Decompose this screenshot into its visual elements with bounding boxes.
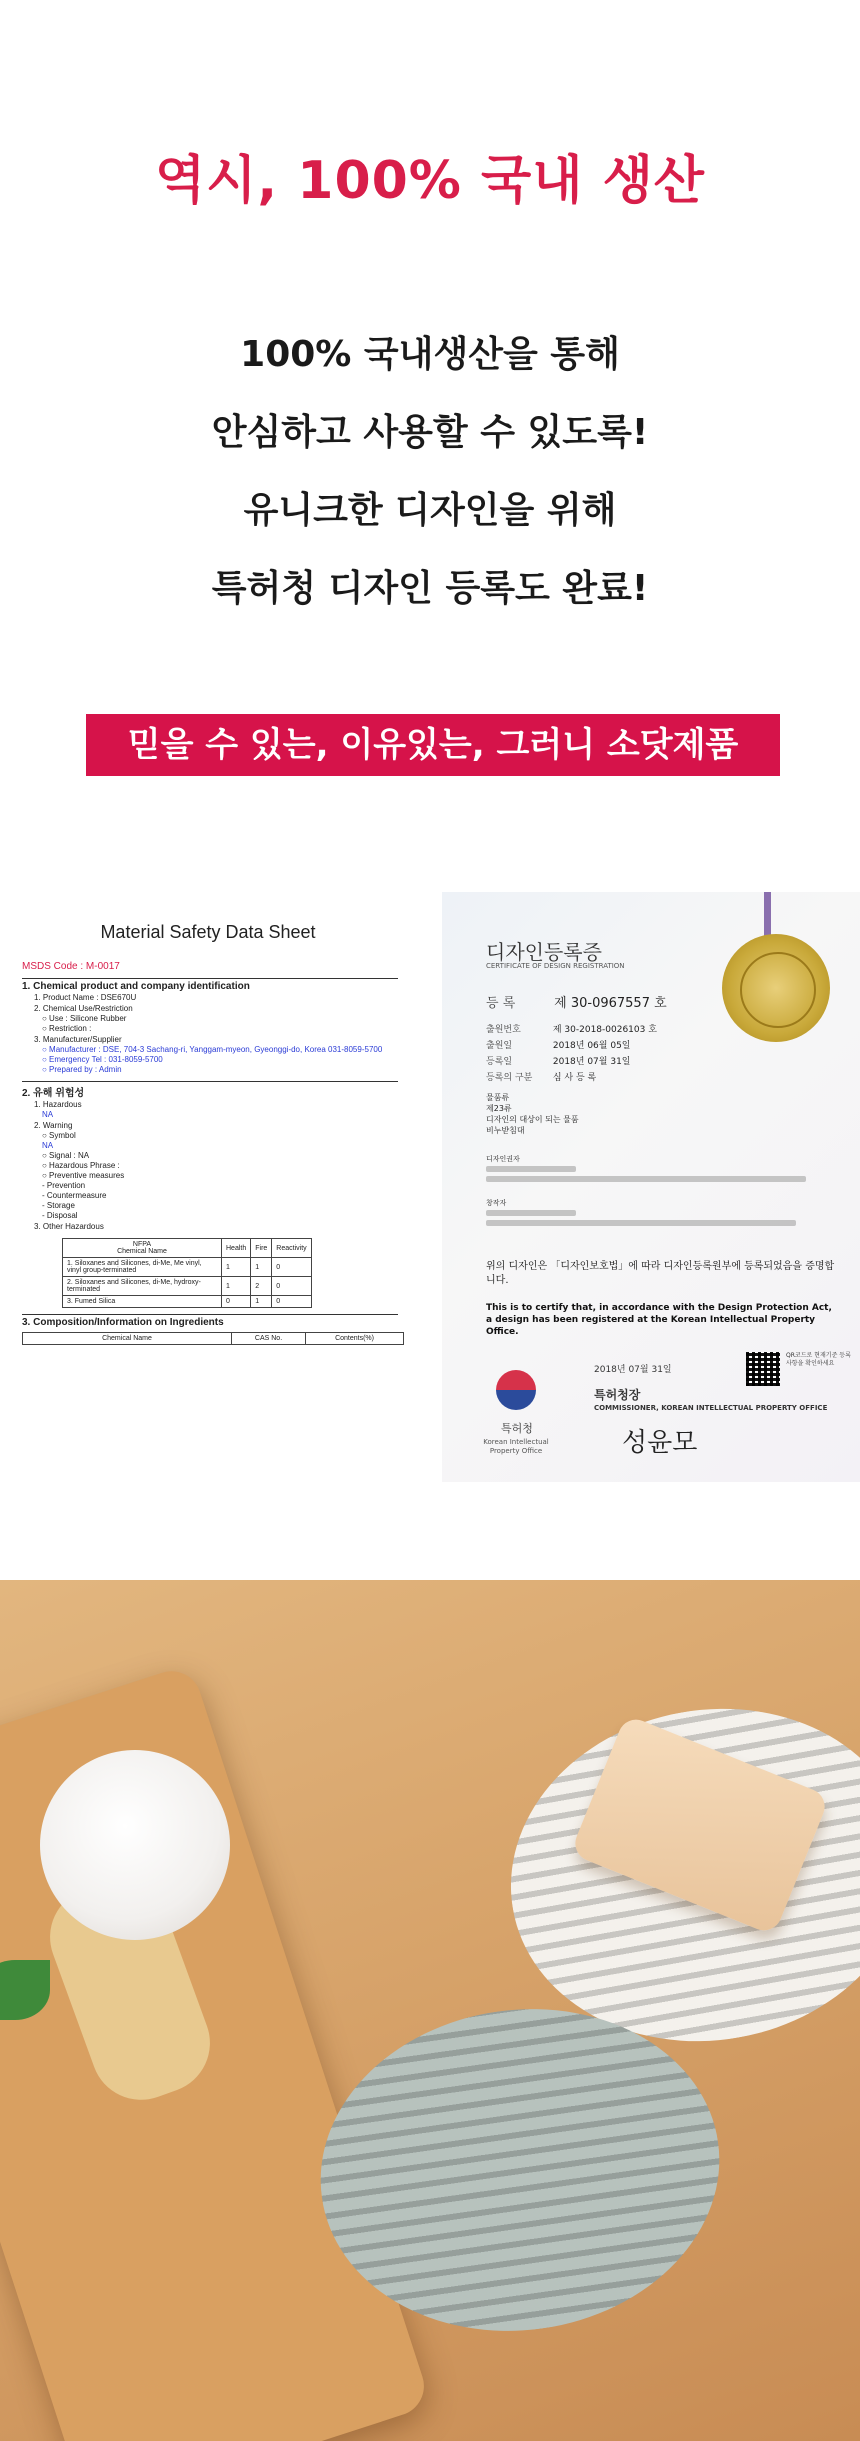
table-cell: 3. Fumed Silica xyxy=(63,1296,222,1308)
msds-section-2: 2. 유해 위험성 xyxy=(22,1081,398,1099)
col-cas: CAS No. xyxy=(232,1333,306,1345)
msds-manufacturer-heading: 3. Manufacturer/Supplier xyxy=(34,1035,122,1044)
reg-value: 제 30-0967557 호 xyxy=(554,996,667,1011)
signature: 성윤모 xyxy=(622,1428,698,1458)
table-cell: 2. Siloxanes and Silicones, di-Me, hydroxy-terminated xyxy=(63,1277,222,1296)
filing-value: 2018년 06월 05일 xyxy=(552,1041,631,1051)
col-fire: Fire xyxy=(251,1239,272,1258)
msds-warning: 2. Warning xyxy=(34,1121,73,1130)
statement-en: This is to certify that, in accordance with the Design Protection Act, a design has been registered at the Korean Intellectual Property Office. xyxy=(486,1303,832,1337)
msds-countermeasure: - Countermeasure xyxy=(42,1191,107,1200)
msds-na: NA xyxy=(42,1110,54,1119)
body-line: 안심하고 사용할 수 있도록! xyxy=(211,412,649,453)
app-no-value: 제 30-2018-0026103 호 xyxy=(552,1025,657,1035)
office-name: 특허청 xyxy=(501,1422,533,1435)
reg-number-row xyxy=(486,992,667,1011)
issue-date: 2018년 07월 31일 xyxy=(594,1365,672,1375)
msds-prepared-by: ○ Prepared by : Admin xyxy=(42,1065,122,1074)
table-cell: 0 xyxy=(272,1296,311,1308)
qr-note: QR코드로 현재기준 등록사항을 확인하세요 xyxy=(786,1352,851,1367)
msds-hazardous: 1. Hazardous xyxy=(34,1100,82,1109)
msds-other-hazardous: 3. Other Hazardous xyxy=(34,1222,104,1231)
msds-restriction: ○ Restriction : xyxy=(42,1024,92,1033)
product-label: 디자인의 대상이 되는 물품 xyxy=(486,1115,579,1124)
msds-disposal: - Disposal xyxy=(42,1211,78,1220)
product-photo xyxy=(0,1580,860,2441)
body-line: 유니크한 디자인을 위해 xyxy=(243,490,617,531)
type-value: 심 사 등 록 xyxy=(552,1073,597,1083)
body-line: 특허청 디자인 등록도 완료! xyxy=(211,568,649,609)
class-value: 제23류 xyxy=(486,1104,512,1113)
msds-title: Material Safety Data Sheet xyxy=(100,922,316,942)
redacted-text xyxy=(486,1210,576,1216)
app-no-label: 출원번호 xyxy=(486,1025,521,1035)
creator-label: 창작자 xyxy=(486,1199,507,1207)
table-cell: 0 xyxy=(222,1296,251,1308)
table-row xyxy=(63,1296,312,1308)
app-no-row xyxy=(486,1022,657,1035)
msds-manufacturer: ○ Manufacturer : DSE, 704-3 Sachang-ri, Yanggam-myeon, Gyeonggi-do, Korea 031-8059-5700 xyxy=(42,1045,383,1054)
office-name-en: Korean Intellectual Property Office xyxy=(483,1438,549,1455)
headline: 역시, 100% 국내 생산 xyxy=(154,151,706,211)
table-cell: 1 xyxy=(251,1258,272,1277)
filing-label: 출원일 xyxy=(486,1041,513,1051)
statement-ko: 위의 디자인은 「디자인보호법」에 따라 디자인등록원부에 등록되었음을 증명합니다. xyxy=(486,1261,835,1286)
reg-date-row xyxy=(486,1054,631,1067)
type-label: 등록의 구분 xyxy=(486,1073,533,1083)
col-contents: Contents(%) xyxy=(306,1333,404,1345)
class-row xyxy=(486,1092,579,1136)
table-cell: 1. Siloxanes and Silicones, di-Me, Me vinyl, vinyl group-terminated xyxy=(63,1258,222,1277)
table-header xyxy=(63,1239,222,1258)
class-label: 물품류 xyxy=(486,1093,510,1102)
msds-preventive: ○ Preventive measures xyxy=(42,1171,125,1180)
body-text xyxy=(0,316,860,628)
filing-row xyxy=(486,1038,631,1051)
msds-storage: - Storage xyxy=(42,1201,75,1210)
msds-section-1: 1. Chemical product and company identification xyxy=(22,978,398,992)
msds-emergency-tel: ○ Emergency Tel : 031-8059-5700 xyxy=(42,1055,163,1064)
redacted-text xyxy=(486,1176,806,1182)
trust-banner: 믿을 수 있는, 이유있는, 그러니 소닷제품 xyxy=(86,714,780,776)
msds-use: ○ Use : Silicone Rubber xyxy=(42,1014,127,1023)
msds-hazard-phrase: ○ Hazardous Phrase : xyxy=(42,1161,120,1170)
redacted-text xyxy=(486,1220,796,1226)
reg-label: 등 록 xyxy=(486,996,516,1011)
msds-product-name: 1. Product Name : DSE670U xyxy=(34,993,137,1002)
owner-label: 디자인권자 xyxy=(486,1155,520,1163)
msds-symbol: ○ Symbol xyxy=(42,1131,76,1140)
gold-seal-icon xyxy=(722,934,830,1042)
msds-prevention: - Prevention xyxy=(42,1181,86,1190)
msds-code: MSDS Code : M-0017 xyxy=(22,961,120,972)
col-chemical: Chemical Name xyxy=(117,1248,167,1255)
reg-date-value: 2018년 07월 31일 xyxy=(552,1057,631,1067)
nfpa-label: NFPA xyxy=(132,1241,152,1248)
msds-na: NA xyxy=(42,1141,54,1150)
nfpa-table xyxy=(62,1238,312,1308)
msds-signal: ○ Signal : NA xyxy=(42,1151,90,1160)
msds-section-3: 3. Composition/Information on Ingredients xyxy=(22,1314,398,1328)
redacted-text xyxy=(486,1166,576,1172)
certificate-title: 디자인등록증 xyxy=(486,940,602,964)
msds-document xyxy=(10,890,406,1480)
body-line: 100% 국내생산을 통해 xyxy=(240,334,620,375)
table-row xyxy=(63,1258,312,1277)
commissioner: 특허청장 xyxy=(594,1388,641,1402)
table-cell: 1 xyxy=(222,1277,251,1296)
table-cell: 1 xyxy=(222,1258,251,1277)
col-health: Health xyxy=(222,1239,251,1258)
commissioner-en: COMMISSIONER, KOREAN INTELLECTUAL PROPERTY OFFICE xyxy=(594,1404,828,1412)
face-brush xyxy=(40,1750,230,1940)
col-reactivity: Reactivity xyxy=(272,1239,311,1258)
type-row xyxy=(486,1070,596,1083)
table-cell: 2 xyxy=(251,1277,272,1296)
reg-date-label: 등록일 xyxy=(486,1057,513,1067)
table-cell: 0 xyxy=(272,1277,311,1296)
product-value: 비누받침대 xyxy=(486,1126,525,1135)
msds-use-restriction: 2. Chemical Use/Restriction xyxy=(34,1004,133,1013)
kipo-emblem-icon xyxy=(496,1370,536,1410)
table-cell: 1 xyxy=(251,1296,272,1308)
certificate-subtitle: CERTIFICATE OF DESIGN REGISTRATION xyxy=(486,962,625,970)
qr-code-icon xyxy=(746,1352,780,1386)
table-row xyxy=(63,1277,312,1296)
ingredients-table xyxy=(22,1332,404,1345)
col-chemical: Chemical Name xyxy=(23,1333,232,1345)
design-certificate xyxy=(442,892,860,1482)
table-cell: 0 xyxy=(272,1258,311,1277)
